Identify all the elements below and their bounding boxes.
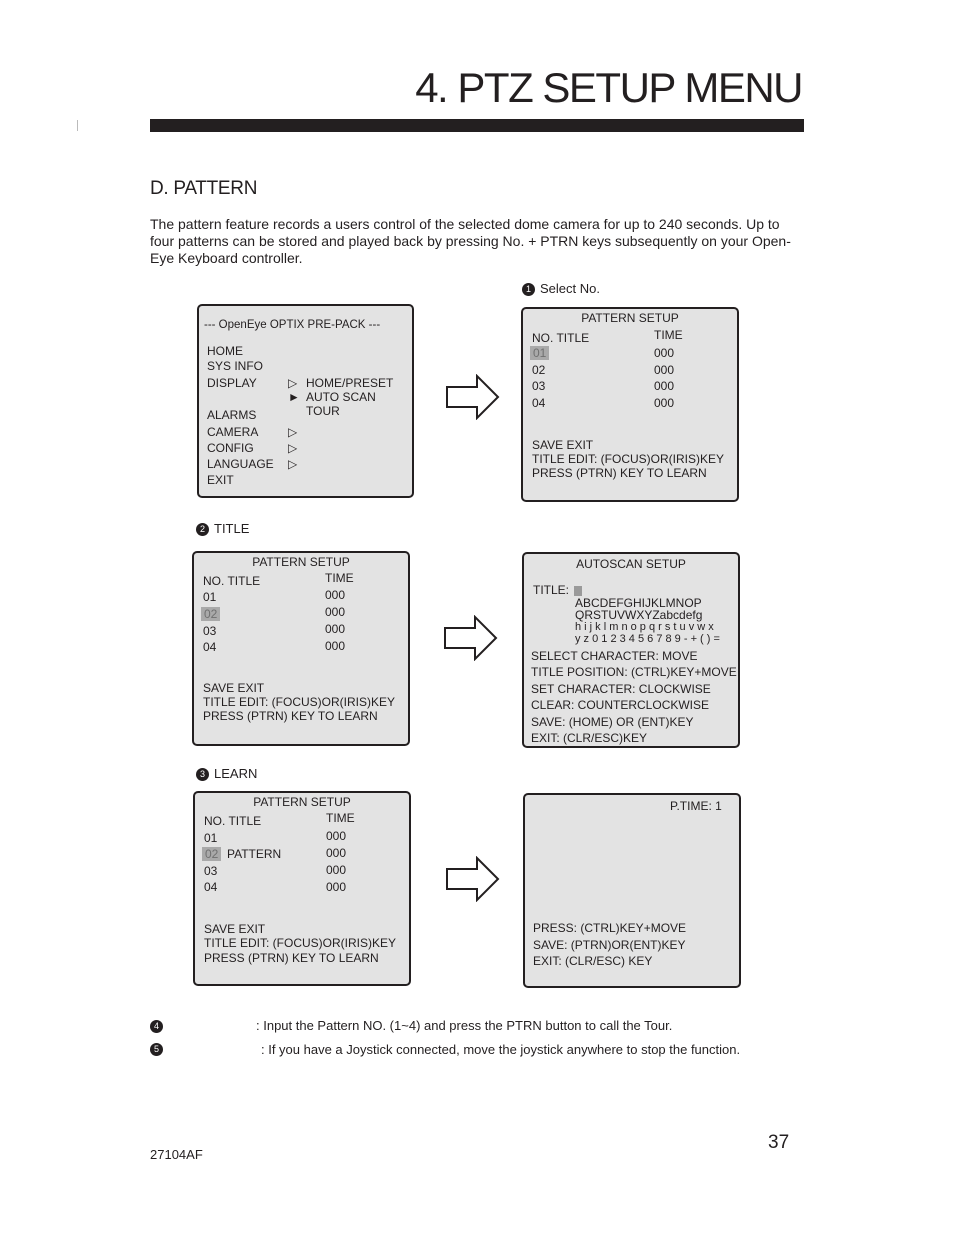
instruction-line: EXIT: (CLR/ESC) KEY: [533, 954, 653, 968]
intro-paragraph: The pattern feature records a users control of the selected dome camera for up to 240 seconds. Up to four patterns can be stored and played back by pressing No. + PTRN keys subsequently on your Open-Eye Keyboard controller.: [150, 216, 791, 266]
row-no: 01: [532, 346, 549, 360]
row-title: PATTERN: [227, 847, 282, 861]
row-time: 000: [326, 846, 347, 860]
step-5-text: : If you have a Joystick connected, move the joystick anywhere to stop the function.: [261, 1042, 741, 1057]
instruction-line: SAVE: (PTRN)OR(ENT)KEY: [533, 938, 686, 952]
col-time: TIME: [326, 811, 355, 825]
menu-item-camera: CAMERA: [207, 425, 259, 439]
step-1-label: 1 Select No.: [522, 281, 600, 297]
row-no: 04: [532, 396, 546, 410]
page-title: 4. PTZ SETUP MENU: [415, 64, 802, 111]
menu-item-sys-info: SYS INFO: [207, 359, 264, 373]
right-arrow-icon: [443, 615, 499, 661]
right-arrow-icon: [445, 856, 501, 902]
instruction-line: CLEAR: COUNTERCLOCKWISE: [531, 698, 710, 712]
page-number: 37: [768, 1132, 790, 1153]
save-exit-text: SAVE EXIT: [203, 681, 265, 695]
menu-item-home: HOME: [207, 344, 243, 358]
menu-item-display: DISPLAY: [207, 376, 257, 390]
instruction-line: SAVE: (HOME) OR (ENT)KEY: [531, 715, 694, 729]
autoscan-setup-screen: [522, 552, 740, 748]
col-no-title: NO. TITLE: [203, 574, 261, 588]
menu-header: --- OpenEye OPTIX PRE-PACK ---: [204, 319, 381, 331]
row-time: 000: [326, 829, 347, 843]
submenu-auto-scan: AUTO SCAN: [306, 390, 376, 404]
step-number: 3: [196, 768, 209, 781]
menu-item-exit: EXIT: [207, 473, 234, 487]
row-no: 02: [203, 607, 220, 621]
outline-arrow-icon: ▷: [288, 441, 298, 455]
row-time: 000: [654, 363, 675, 377]
margin-mark: [77, 120, 78, 131]
char-row-4: y z 0 1 2 3 4 5 6 7 8 9 - + ( ) =: [575, 633, 720, 645]
step-4-marker: [150, 1018, 168, 1033]
instruction-line: PRESS: (CTRL)KEY+MOVE: [533, 921, 687, 935]
screen-title: PATTERN SETUP: [581, 311, 679, 325]
row-time: 000: [325, 622, 346, 636]
step-number: 1: [522, 283, 535, 296]
section-title: D. PATTERN: [150, 178, 258, 199]
row-no: 01: [203, 590, 217, 604]
step-number: 5: [150, 1043, 163, 1056]
row-time: 000: [654, 379, 675, 393]
title-edit-text: TITLE EDIT: (FOCUS)OR(IRIS)KEY: [204, 936, 397, 950]
row-no: 03: [532, 379, 546, 393]
row-no: 03: [204, 864, 218, 878]
menu-item-config: CONFIG: [207, 441, 254, 455]
main-menu-screen: [197, 304, 414, 498]
col-no-title: NO. TITLE: [532, 331, 590, 345]
learn-text: PRESS (PTRN) KEY TO LEARN: [203, 709, 378, 723]
pattern-time-readout: P.TIME: 1: [670, 799, 722, 813]
row-no: 03: [203, 624, 217, 638]
row-no: 04: [203, 640, 217, 654]
col-no-title: NO. TITLE: [204, 814, 262, 828]
pattern-setup-screen-1: [521, 307, 739, 502]
title-rule: [150, 119, 804, 132]
row-time: 000: [325, 588, 346, 602]
save-exit-text: SAVE EXIT: [532, 438, 594, 452]
screen-title: AUTOSCAN SETUP: [576, 557, 686, 571]
row-no: 01: [204, 831, 218, 845]
save-exit-text: SAVE EXIT: [204, 922, 266, 936]
step-5-marker: [150, 1041, 168, 1056]
char-row-3: h i j k l m n o p q r s t u v w x: [575, 621, 714, 633]
char-row-1: ABCDEFGHIJKLMNOP: [575, 596, 702, 610]
filled-arrow-icon: ►: [288, 390, 300, 404]
pattern-setup-screen-2: [192, 551, 410, 746]
menu-item-language: LANGUAGE: [207, 457, 274, 471]
pattern-setup-screen-3: [193, 791, 411, 986]
step-2-label: 2 TITLE: [196, 521, 249, 537]
row-time: 000: [654, 396, 675, 410]
row-time: 000: [326, 863, 347, 877]
screen-title: PATTERN SETUP: [252, 555, 350, 569]
step-4-text: : Input the Pattern NO. (1~4) and press the PTRN button to call the Tour.: [256, 1018, 673, 1033]
title-edit-text: TITLE EDIT: (FOCUS)OR(IRIS)KEY: [532, 452, 725, 466]
outline-arrow-icon: ▷: [288, 457, 298, 471]
col-time: TIME: [325, 571, 354, 585]
title-field-label: TITLE:: [533, 583, 570, 597]
row-time: 000: [325, 605, 346, 619]
submenu-home-preset: HOME/PRESET: [306, 376, 394, 390]
instruction-line: SET CHARACTER: CLOCKWISE: [531, 682, 711, 696]
row-no: 02: [204, 847, 221, 861]
menu-item-alarms: ALARMS: [207, 408, 257, 422]
pattern-learn-screen: [523, 793, 741, 988]
row-no: 02: [532, 363, 546, 377]
row-time: 000: [325, 639, 346, 653]
instruction-line: SELECT CHARACTER: MOVE: [531, 649, 698, 663]
instruction-line: EXIT: (CLR/ESC)KEY: [531, 731, 648, 745]
instruction-line: TITLE POSITION: (CTRL)KEY+MOVE: [531, 665, 737, 679]
outline-arrow-icon: ▷: [288, 376, 298, 390]
row-no: 04: [204, 880, 218, 894]
step-number: 4: [150, 1020, 163, 1033]
learn-text: PRESS (PTRN) KEY TO LEARN: [204, 951, 379, 965]
row-time: 000: [326, 880, 347, 894]
learn-text: PRESS (PTRN) KEY TO LEARN: [532, 466, 707, 480]
screen-title: PATTERN SETUP: [253, 795, 351, 809]
submenu-tour: TOUR: [306, 404, 340, 418]
document-code: 27104AF: [150, 1147, 203, 1162]
right-arrow-icon: [445, 374, 501, 420]
outline-arrow-icon: ▷: [288, 425, 298, 439]
col-time: TIME: [654, 328, 683, 342]
char-row-2: QRSTUVWXYZabcdefg: [575, 608, 703, 622]
title-edit-text: TITLE EDIT: (FOCUS)OR(IRIS)KEY: [203, 695, 396, 709]
row-time: 000: [654, 346, 675, 360]
step-number: 2: [196, 523, 209, 536]
step-3-label: 3 LEARN: [196, 766, 257, 782]
